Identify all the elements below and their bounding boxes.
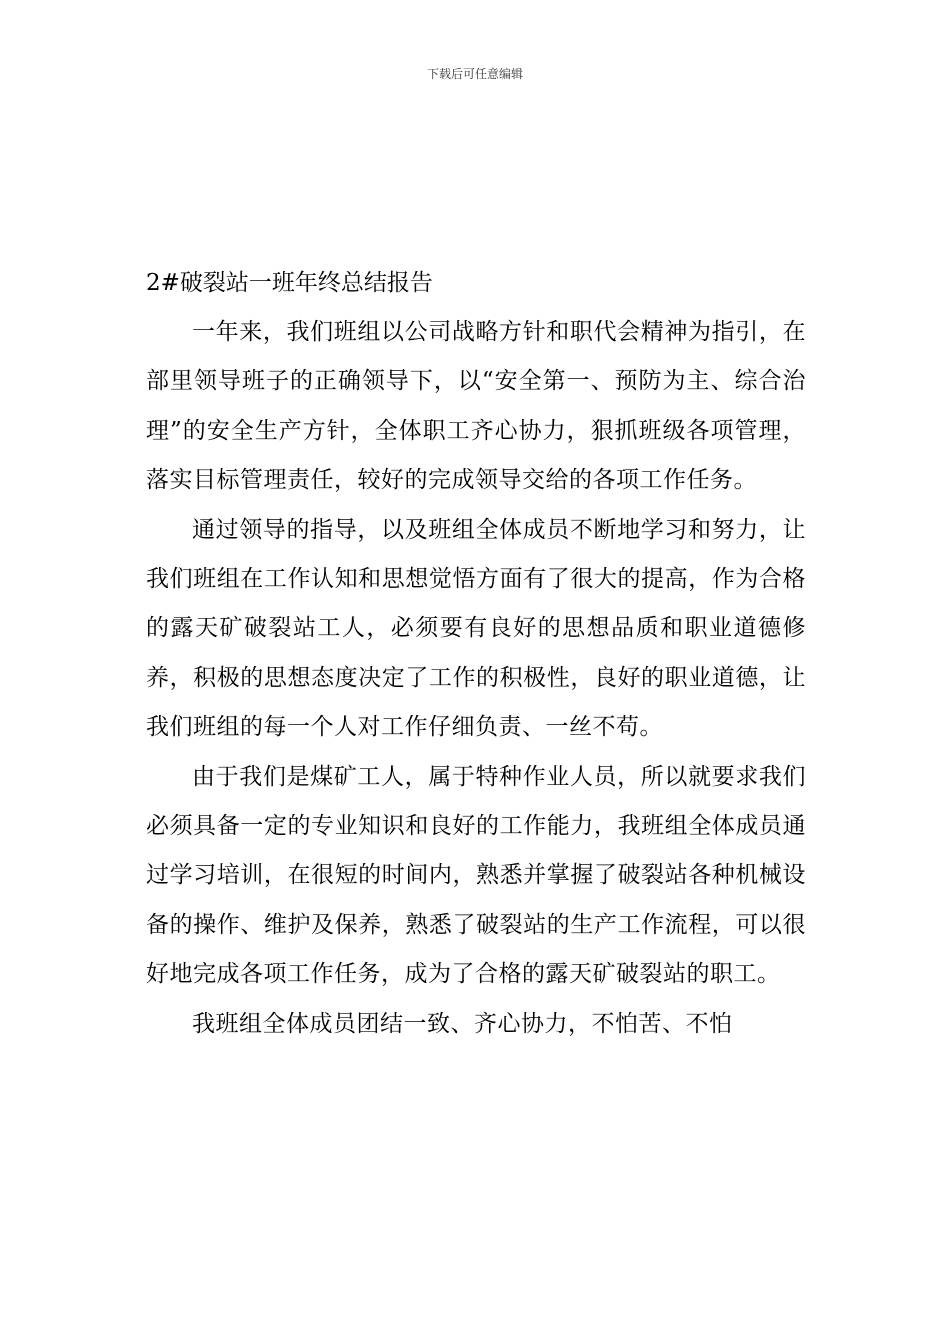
page-header: 下载后可任意编辑 <box>426 67 523 81</box>
paragraph-4: 我班组全体成员团结一致、齐心协力，不怕苦、不怕 <box>192 1010 733 1037</box>
document-title: 2#破裂站一班年终总结报告 <box>146 270 433 296</box>
paragraph-2: 通过领导的指导，以及班组全体成员不断地学习和努力，让我们班组在工作认知和思想觉悟方面有了很大的提高，作为合格的露天矿破裂站工人，必须要有良好的思想品质和职业道德修养，积极的思想态度决定了工作的积极性，良好的职业道德，让我们班组的每一个人对工作仔细负责、一丝不苟。 <box>146 516 806 741</box>
paragraph-1: 一年来，我们班组以公司战略方针和职代会精神为指引，在部里领导班子的正确领导下，以“安全第一、预防为主、综合治理”的安全生产方针，全体职工齐心协力，狠抓班级各项管理，落实目标管理责任，较好的完成领导交给的各项工作任务。 <box>146 319 806 494</box>
paragraph-3: 由于我们是煤矿工人，属于特种作业人员，所以就要求我们必须具备一定的专业知识和良好的工作能力，我班组全体成员通过学习培训，在很短的时间内，熟悉并掌握了破裂站各种机械设备的操作、维护及保养，熟悉了破裂站的生产工作流程，可以很好地完成各项工作任务，成为了合格的露天矿破裂站的职工。 <box>146 763 806 988</box>
document-body <box>146 258 806 1049</box>
